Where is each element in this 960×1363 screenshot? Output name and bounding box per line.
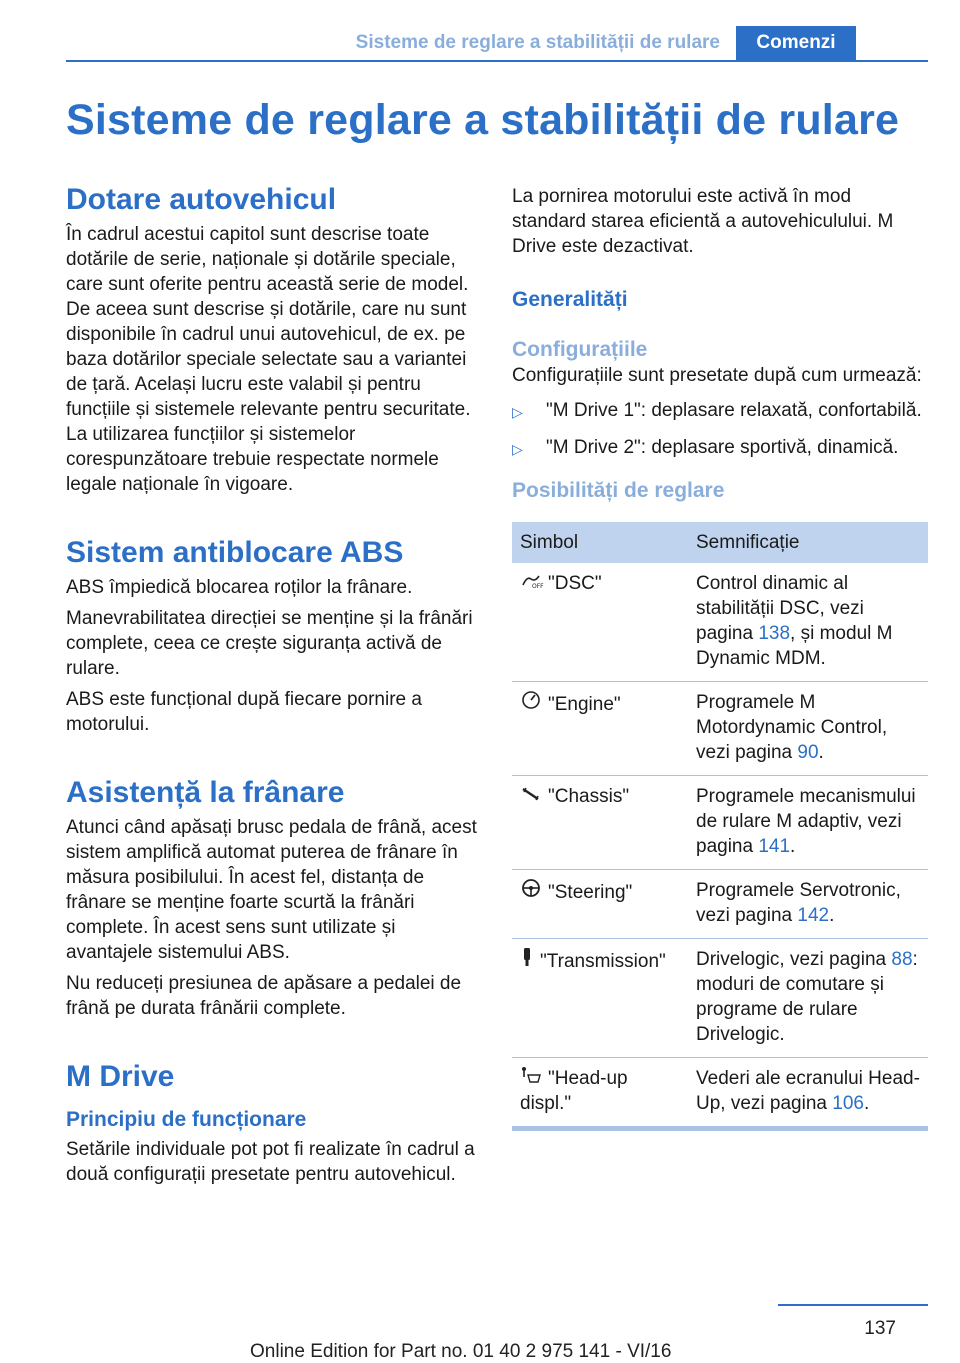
table-end-rule — [512, 1126, 928, 1131]
meaning-cell — [688, 870, 928, 939]
column-header-meaning: Semnificație — [688, 522, 928, 563]
table-header-row — [512, 522, 928, 563]
symbol-label: "DSC" — [548, 573, 602, 594]
table-row — [512, 870, 928, 939]
footer-edition: Online Edition for Part no. 01 40 2 975 141 - VI/16 — [250, 1341, 672, 1362]
table-row — [512, 1058, 928, 1127]
symbol-cell — [512, 776, 688, 870]
settings-table — [512, 522, 928, 1126]
svg-text:OFF: OFF — [532, 583, 544, 590]
symbol-label: "Engine" — [548, 694, 621, 715]
header-section-title: Sisteme de reglare a stabilității de rulare — [355, 32, 720, 53]
page-link[interactable]: 88 — [891, 949, 913, 970]
paragraph-abs-1: ABS împiedică blocarea roților la frânare. — [66, 577, 413, 598]
symbol-cell — [512, 682, 688, 776]
paragraph-intro: La pornirea motorului este activă în mod standard starea eficientă a autovehiculului. M Drive este dezactivat. — [512, 186, 894, 257]
paragraph-configuratiile: Configurațiile sunt presetate după cum urmează: — [512, 365, 922, 386]
page-number: 137 — [864, 1318, 896, 1339]
heading-asistenta: Asistență la frânare — [66, 776, 345, 809]
paragraph-asistenta-1: Atunci când apăsați brusc pedala de frână, acest sistem amplifică automat puterea de frânare în măsura posibilului. În acest fel, distanța de frânare se menține foarte scurtă la frânări complete. În acest sens sunt utilizate și avantajele sistemului ABS. — [66, 817, 477, 963]
meaning-text: , și modul M Dynamic MDM. — [696, 623, 893, 669]
meaning-text: Programele mecanismului de rulare M adaptiv, vezi pagina — [696, 786, 916, 857]
table-row — [512, 682, 928, 776]
symbol-cell — [512, 939, 688, 1058]
meaning-cell — [688, 776, 928, 870]
gear-lever-icon — [520, 947, 534, 974]
heading-abs: Sistem antiblocare ABS — [66, 536, 404, 569]
triangle-bullet-icon: ▷ — [512, 404, 523, 420]
symbol-label: "Head-up displ." — [520, 1068, 628, 1114]
paragraph-abs-2: Manevrabilitatea direcției se menține și la frânări complete, ceea ce crește siguranța activă de rulare. — [66, 608, 473, 679]
meaning-text: : moduri de comutare și programe de rulare Drivelogic. — [696, 949, 918, 1045]
table-row — [512, 563, 928, 682]
meaning-cell — [688, 939, 928, 1058]
meaning-text: . — [863, 1093, 870, 1114]
page-link[interactable]: 141 — [758, 836, 791, 857]
right-column — [512, 184, 928, 1131]
symbol-cell — [512, 563, 688, 682]
symbol-cell — [512, 1058, 688, 1127]
heading-posibilitati: Posibilități de reglare — [512, 479, 725, 502]
symbol-label: "Steering" — [548, 882, 633, 903]
heading-dotare: Dotare autovehicul — [66, 183, 337, 216]
config-list — [512, 398, 928, 460]
page-link[interactable]: 142 — [797, 905, 830, 926]
paragraph-principiu: Setările individuale pot pot fi realizate în cadrul a două configurații presetate pentru autovehicul. — [66, 1139, 475, 1185]
meaning-text: Programele M Motordynamic Control, vezi pagina — [696, 692, 888, 763]
meaning-text: . — [829, 905, 835, 926]
symbol-label: "Transmission" — [540, 951, 666, 972]
list-item-text: "M Drive 1": deplasare relaxată, confortabilă. — [546, 400, 922, 421]
meaning-text: . — [818, 742, 824, 763]
paragraph-abs-3: ABS este funcțional după fiecare pornire a motorului. — [66, 689, 422, 735]
symbol-cell — [512, 870, 688, 939]
page-link[interactable]: 106 — [832, 1093, 864, 1114]
left-column — [66, 182, 486, 1193]
head-up-display-icon — [520, 1066, 542, 1091]
meaning-cell — [688, 1058, 928, 1127]
triangle-bullet-icon: ▷ — [512, 441, 523, 457]
header-rule — [66, 60, 928, 62]
list-item — [512, 435, 928, 460]
list-item — [512, 398, 928, 423]
meaning-cell — [688, 563, 928, 682]
paragraph-dotare: În cadrul acestui capitol sunt descrise toate dotările de serie, naționale și dotările speciale, care sunt oferite pentru această serie de model. De aceea sunt descrise și dotările, care nu sunt disponibile în cadrul unui autovehicul, de ex. pe baza dotărilor speciale selectate sau a variantei de țară. Același lucru este valabil și pentru funcțiile și sistemele relevante pentru securitate. La utilizarea funcțiilor și sistemelor corespunzătoare trebuie respectate normele legale naționale în vigoare. — [66, 224, 471, 495]
paragraph-asistenta-2: Nu reduceți presiunea de apăsare a pedalei de frână pe durata frânării complete. — [66, 973, 462, 1019]
meaning-text: . — [790, 836, 796, 857]
meaning-text: Control dinamic al stabilității DSC, vezi pagina — [696, 573, 864, 644]
meaning-text: Vederi ale ecranului Head-Up, vezi pagina — [696, 1068, 920, 1114]
steering-wheel-icon — [520, 878, 542, 905]
dsc-off-icon — [520, 571, 542, 596]
table-row — [512, 939, 928, 1058]
engine-gauge-icon — [520, 690, 542, 717]
page-title: Sisteme de reglare a stabilității de rulare — [66, 96, 900, 144]
page-link[interactable]: 90 — [797, 742, 819, 763]
list-item-text: "M Drive 2": deplasare sportivă, dinamică. — [546, 437, 899, 458]
meaning-cell — [688, 682, 928, 776]
column-header-symbol: Simbol — [512, 522, 688, 563]
heading-generalitati: Generalități — [512, 288, 628, 311]
chassis-icon — [520, 784, 542, 809]
meaning-text: Drivelogic, vezi pagina — [696, 949, 892, 970]
footer-rule — [778, 1304, 928, 1306]
symbol-label: "Chassis" — [548, 786, 630, 807]
header-chapter-tab[interactable]: Comenzi — [736, 26, 856, 62]
page-link[interactable]: 138 — [758, 623, 791, 644]
heading-configuratiile: Configurațiile — [512, 338, 648, 361]
heading-m-drive: M Drive — [66, 1060, 175, 1093]
table-row — [512, 776, 928, 870]
heading-principiu: Principiu de funcționare — [66, 1108, 307, 1131]
meaning-text: Programele Servotronic, vezi pagina — [696, 880, 901, 926]
